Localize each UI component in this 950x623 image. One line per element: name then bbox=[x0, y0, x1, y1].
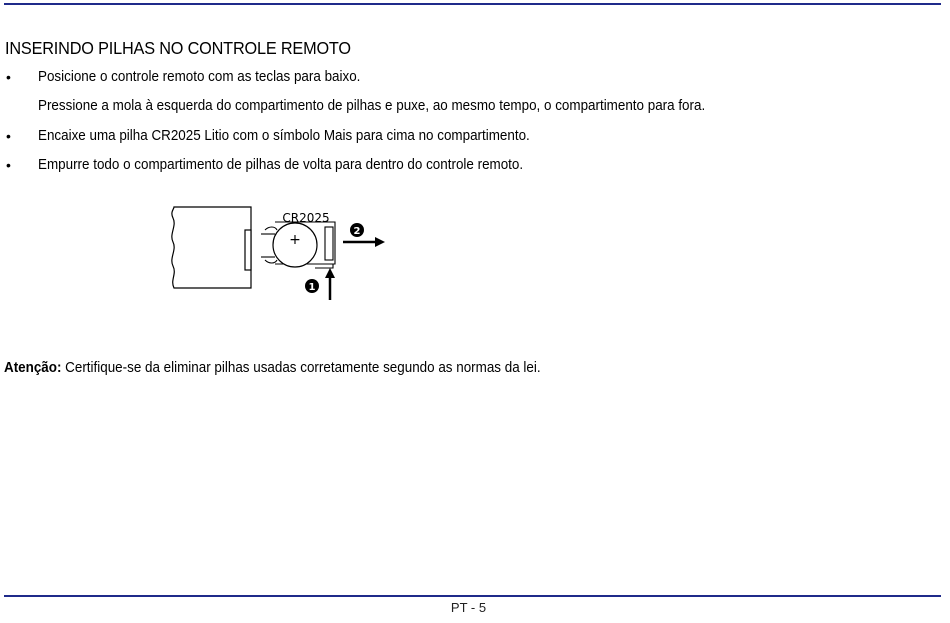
step-2-text: Encaixe uma pilha CR2025 Litio com o símbolo Mais para cima no compartimento. bbox=[38, 128, 530, 144]
battery-label: CR2025 bbox=[282, 211, 330, 225]
attention-label: Atenção: bbox=[4, 360, 62, 376]
marker-1-number: 1 bbox=[308, 282, 316, 293]
battery-plus-symbol: + bbox=[289, 232, 301, 248]
bullet-1: • bbox=[6, 69, 11, 85]
attention-text: Certifique-se da eliminar pilhas usadas corretamente segundo as normas da lei. bbox=[61, 360, 541, 376]
arrow-right-icon bbox=[343, 237, 385, 247]
step-1-continuation-text: Pressione a mola à esquerda do compartimento de pilhas e puxe, ao mesmo tempo, o compartimento para fora. bbox=[38, 98, 706, 114]
arrow-up-icon bbox=[325, 268, 335, 300]
top-rule bbox=[4, 3, 941, 5]
step-1-text: Posicione o controle remoto com as teclas para baixo. bbox=[38, 69, 361, 85]
remote-body-drawing bbox=[172, 207, 251, 288]
marker-2-number: 2 bbox=[353, 226, 361, 237]
bullet-3: • bbox=[6, 157, 11, 173]
battery-insertion-figure bbox=[165, 200, 395, 305]
bottom-rule bbox=[4, 595, 941, 597]
attention-note bbox=[4, 360, 541, 376]
section-title: INSERINDO PILHAS NO CONTROLE REMOTO bbox=[5, 38, 351, 58]
step-3-text: Empurre todo o compartimento de pilhas de volta para dentro do controle remoto. bbox=[38, 157, 524, 173]
bullet-2: • bbox=[6, 128, 11, 144]
page-number: PT - 5 bbox=[450, 600, 487, 615]
